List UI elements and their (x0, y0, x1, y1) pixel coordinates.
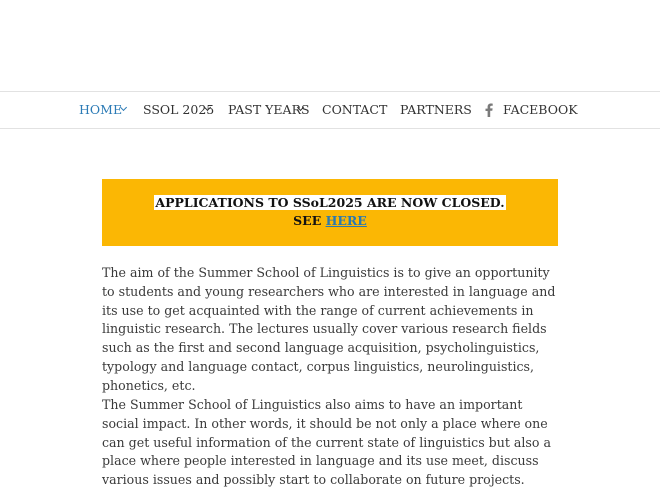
nav-item-contact[interactable] (322, 92, 387, 128)
nav-item-home[interactable] (79, 92, 122, 128)
nav-item-label: HOME (79, 102, 123, 117)
social-impact-paragraph: The Summer School of Linguistics also aims to have an important social impact. In other words, it should be not only a place where one can get useful information of the current state of linguistics but also a place where people interested in language and its use meet, discuss various issues and possibly start to collaborate on future projects. (102, 397, 551, 488)
applications-closed-banner (102, 179, 558, 246)
main-navigation (0, 91, 660, 129)
facebook-icon (481, 102, 497, 118)
banner-headline-text: APPLICATIONS TO SSoL2025 ARE NOW CLOSED. (155, 195, 505, 210)
nav-item-label: PARTNERS (400, 102, 472, 117)
nav-item-facebook[interactable] (481, 92, 578, 128)
intro-paragraph: The aim of the Summer School of Linguistics is to give an opportunity to students and young researchers who are interested in language and its use to get acquainted with the range of current achievements in linguistic research. The lectures usually cover various research fields such as the first and second language acquisition, psycholinguistics, typology and language contact, corpus linguistics, neurolinguistics, phonetics, etc. (102, 265, 556, 393)
nav-item-label: CONTACT (322, 102, 388, 117)
banner-see-prefix: SEE (293, 213, 326, 228)
nav-item-label: FACEBOOK (503, 102, 578, 117)
nav-item-partners[interactable] (400, 92, 472, 128)
banner-see-line (102, 213, 558, 228)
nav-item-label: SSOL 2025 (143, 102, 215, 117)
nav-item-ssol-2025[interactable] (143, 92, 214, 128)
banner-headline (102, 195, 558, 210)
nav-item-past-years[interactable] (228, 92, 310, 128)
nav-item-label: PAST YEARS (228, 102, 310, 117)
banner-here-link[interactable]: HERE (325, 213, 367, 228)
